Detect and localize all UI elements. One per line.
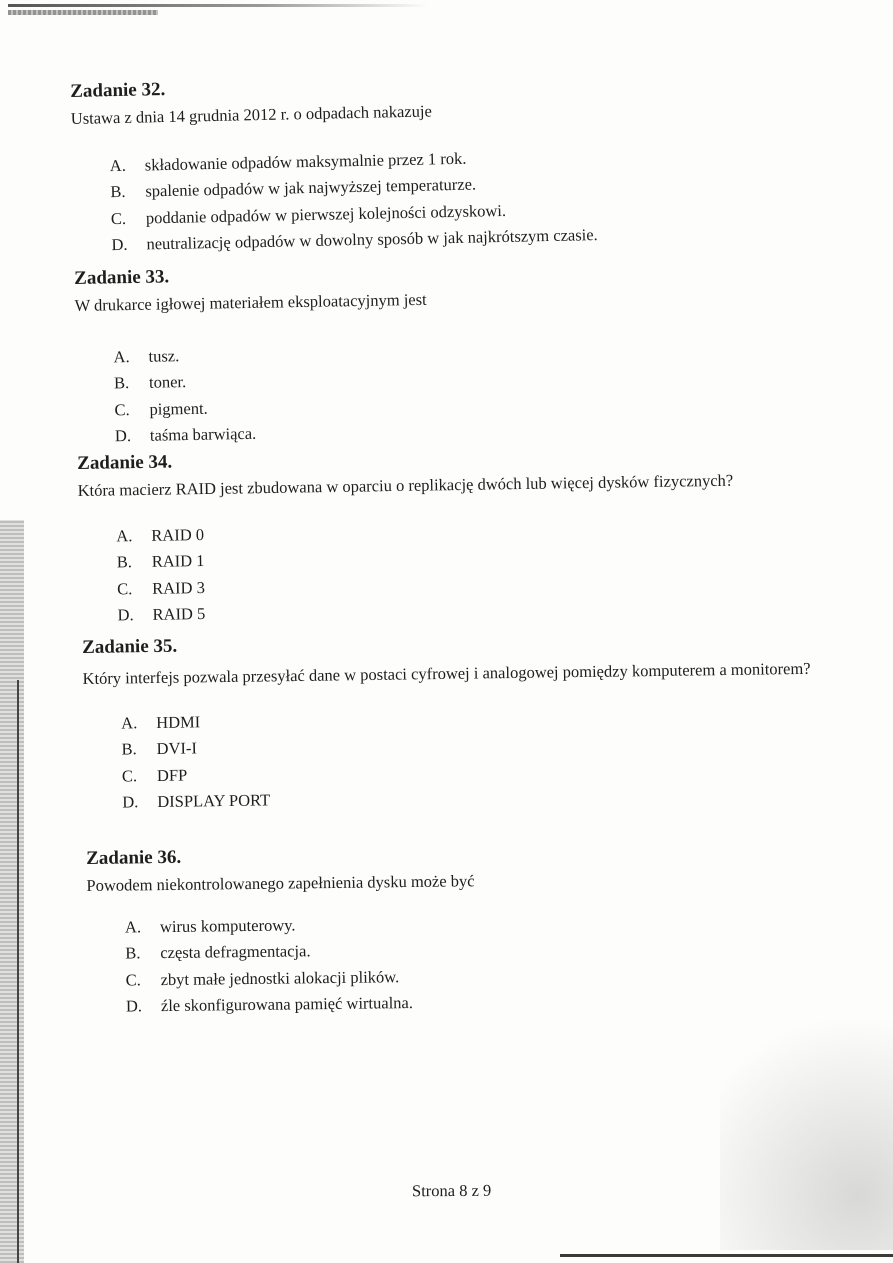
task-title: Zadanie 33. xyxy=(74,266,170,289)
scan-edge-bottom xyxy=(560,1254,893,1257)
task-title: Zadanie 35. xyxy=(82,635,178,658)
answer-letter: D. xyxy=(114,425,132,446)
task-question: Ustawa z dnia 14 grudnia 2012 r. o odpadach nakazuje xyxy=(70,101,432,128)
answer-letter: B. xyxy=(113,373,130,393)
answer-letter: B. xyxy=(116,552,133,572)
answer-letter: A. xyxy=(121,713,138,733)
answer-text: HDMI xyxy=(156,712,201,732)
scan-edge-top xyxy=(8,4,428,7)
task-36 xyxy=(86,842,476,1020)
task-title: Zadanie 34. xyxy=(77,451,173,474)
answer-text: pigment. xyxy=(149,398,208,419)
answer-letter: D. xyxy=(122,792,139,812)
task-question: W drukarce igłowej materiałem eksploatacyjnym jest xyxy=(74,289,427,315)
answer-text: tusz. xyxy=(148,346,180,366)
answer-letter: A. xyxy=(113,347,130,367)
answer-letter: C. xyxy=(110,208,127,228)
answer-text: składowanie odpadów maksymalnie przez 1 rok. xyxy=(144,148,467,175)
scan-edge-left-line xyxy=(17,680,19,1263)
task-question: Który interfejs pozwala przesyłać dane w postaci cyfrowej i analogowej pomiędzy komputerem a monitorem? xyxy=(82,658,811,688)
task-title: Zadanie 36. xyxy=(86,846,182,869)
answer-text: RAID 1 xyxy=(151,551,205,572)
task-35 xyxy=(82,626,829,817)
answer-option-d xyxy=(126,989,476,1020)
task-32 xyxy=(70,69,598,259)
answer-letter: B. xyxy=(121,739,137,759)
scan-shadow xyxy=(720,980,893,1250)
answer-letter: D. xyxy=(125,996,143,1016)
answer-list xyxy=(116,514,735,629)
scan-edge-top-mark xyxy=(8,10,158,15)
answer-option-d xyxy=(115,418,429,450)
task-33 xyxy=(74,261,429,450)
answer-text: poddanie odpadów w pierwszej kolejności odzyskowi. xyxy=(145,200,507,228)
answer-text: RAID 5 xyxy=(152,603,206,624)
page-number: Strona 8 z 9 xyxy=(411,1180,492,1201)
answer-text: częsta defragmentacja. xyxy=(160,941,311,963)
answer-list xyxy=(113,339,429,450)
task-question: Która macierz RAID jest zbudowana w oparciu o replikację dwóch lub więcej dysków fizycznych? xyxy=(77,470,734,500)
answer-text: RAID 0 xyxy=(151,525,205,545)
answer-text: RAID 3 xyxy=(151,577,206,598)
answer-letter: C. xyxy=(116,578,133,598)
answer-letter: A. xyxy=(116,526,133,546)
answer-letter: C. xyxy=(114,399,130,419)
answer-text: DFP xyxy=(156,765,188,785)
answer-letter: A. xyxy=(124,917,142,937)
task-title: Zadanie 32. xyxy=(70,79,166,102)
answer-text: zbyt małe jednostki alokacji plików. xyxy=(160,966,400,989)
answer-text: spalenie odpadów w jak najwyższej temperaturze. xyxy=(145,174,477,201)
task-34 xyxy=(77,442,735,629)
answer-list xyxy=(110,143,598,258)
answer-text: neutralizację odpadów w dowolny sposób w jak najkrótszym czasie. xyxy=(146,224,598,254)
answer-text: toner. xyxy=(148,372,187,393)
answer-letter: B. xyxy=(125,943,141,963)
answer-letter: B. xyxy=(110,182,126,202)
answer-text: DISPLAY PORT xyxy=(157,790,271,811)
answer-text: taśma barwiąca. xyxy=(149,423,257,445)
answer-text: wirus komputerowy. xyxy=(159,915,296,937)
answer-list xyxy=(121,701,829,816)
answer-letter: C. xyxy=(125,969,141,990)
answer-list xyxy=(125,910,476,1019)
answer-letter: C. xyxy=(121,765,138,786)
scan-edge-left xyxy=(0,520,24,1263)
answer-text: źle skonfigurowana pamięć wirtualna. xyxy=(160,992,414,1015)
answer-text: DVI-I xyxy=(156,738,198,759)
answer-letter: D. xyxy=(117,605,134,625)
task-question: Powodem niekontrolowanego zapełnienia dysku może być xyxy=(86,871,475,895)
answer-letter: A. xyxy=(109,155,127,176)
answer-letter: D. xyxy=(111,234,128,255)
